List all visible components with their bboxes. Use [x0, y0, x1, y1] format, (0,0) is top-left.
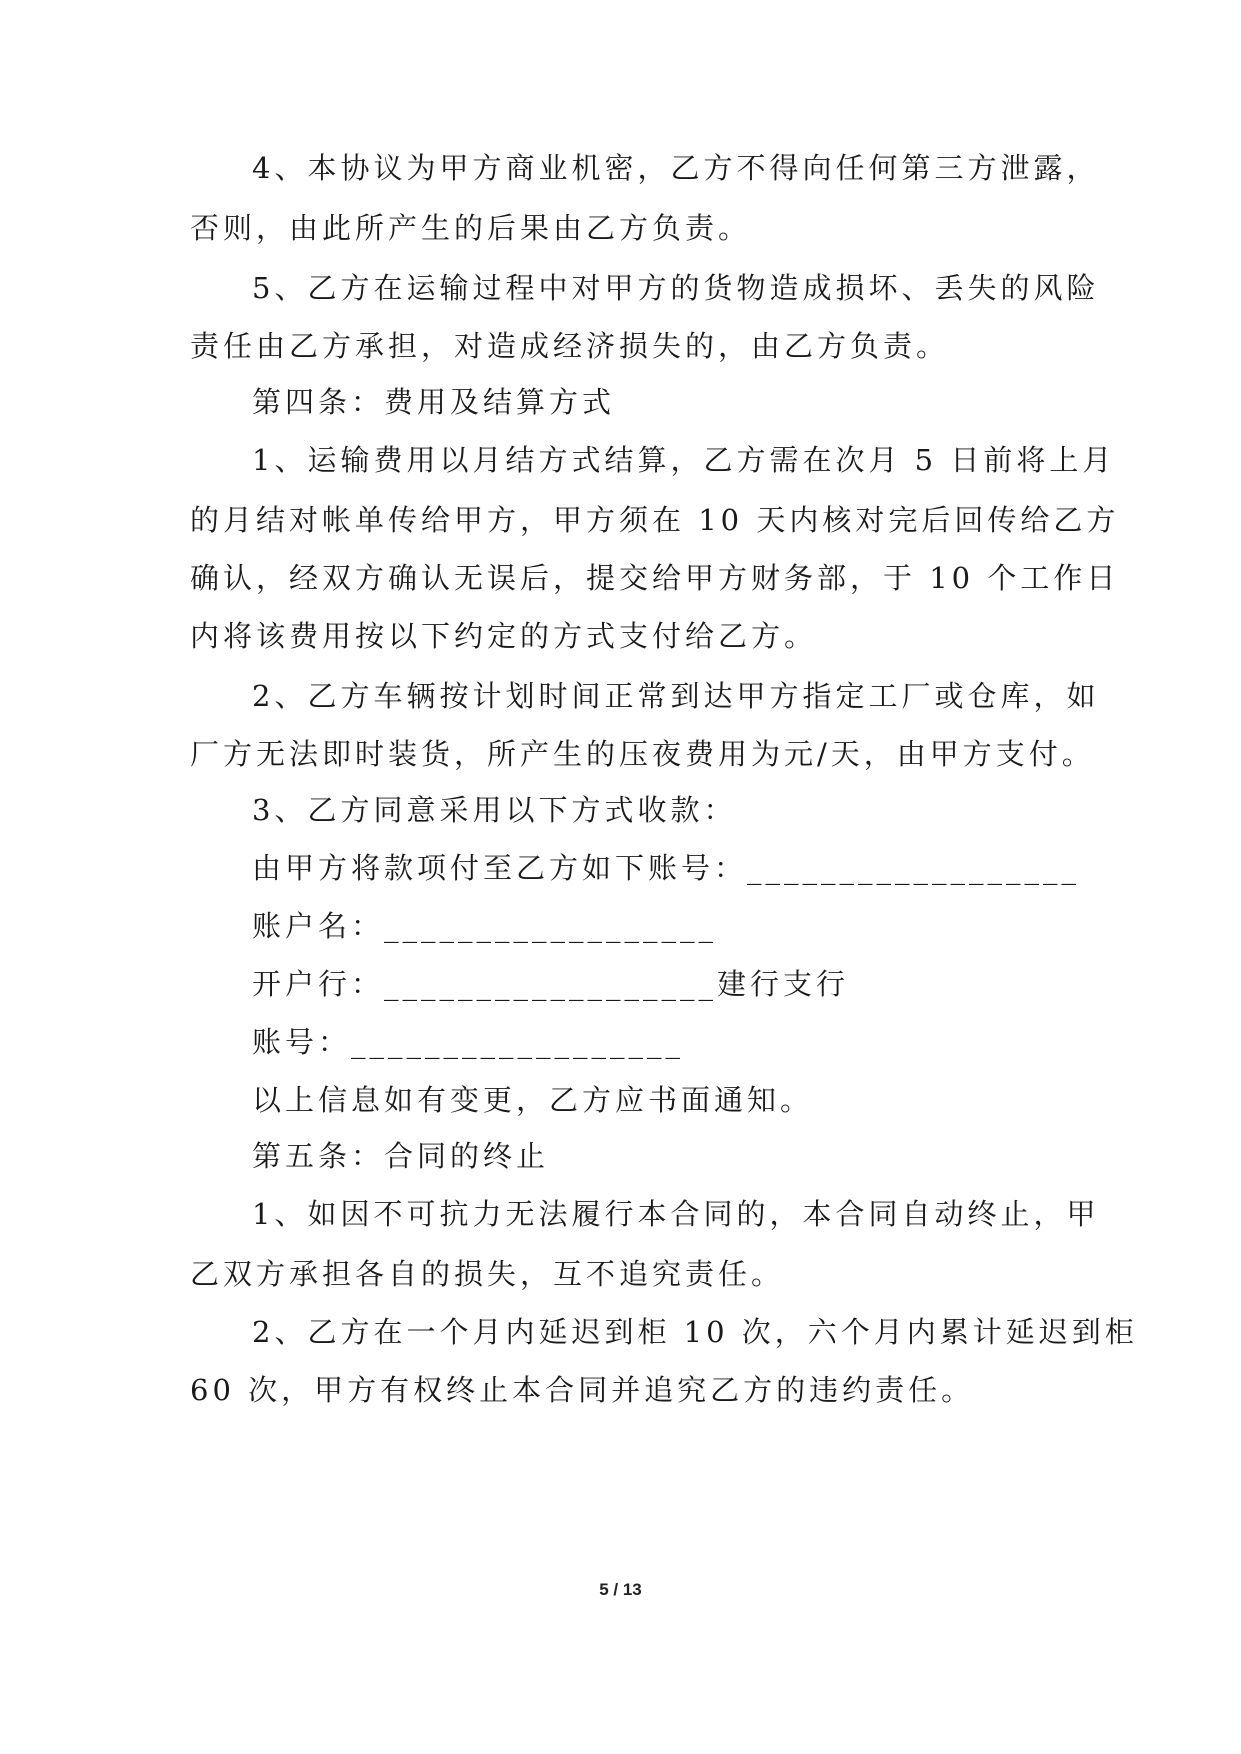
clause-line: 乙双方承担各自的损失，互不追究责任。 — [190, 1257, 785, 1291]
clause-line: 3、乙方同意采用以下方式收款： — [252, 793, 737, 827]
bank-line: 开户行：__________________建行支行 — [252, 967, 850, 1001]
clause-line: 1、如因不可抗力无法履行本合同的，本合同自动终止，甲 — [252, 1197, 1100, 1231]
clause-line: 2、乙方车辆按计划时间正常到达甲方指定工厂或仓库，如 — [252, 679, 1100, 713]
account-line: 由甲方将款项付至乙方如下账号：__________________ — [252, 851, 1081, 885]
account-name-line: 账户名：__________________ — [252, 909, 718, 943]
clause-line: 4、本协议为甲方商业机密，乙方不得向任何第三方泄露， — [252, 151, 1100, 185]
clause-line: 2、乙方在一个月内延迟到柜 10 次，六个月内累计延迟到柜 — [252, 1315, 1138, 1349]
clause-line: 的月结对帐单传给甲方，甲方须在 10 天内核对完后回传给乙方 — [190, 503, 1120, 537]
clause-line: 60 次，甲方有权终止本合同并追究乙方的违约责任。 — [190, 1373, 975, 1407]
clause-line: 1、运输费用以月结方式结算，乙方需在次月 5 日前将上月 — [252, 443, 1116, 477]
section-heading: 第五条：合同的终止 — [252, 1139, 550, 1173]
clause-line: 5、乙方在运输过程中对甲方的货物造成损坏、丢失的风险 — [252, 271, 1100, 305]
clause-line: 责任由乙方承担，对造成经济损失的，由乙方负责。 — [190, 329, 950, 363]
page-number: 5 / 13 — [599, 1580, 642, 1599]
clause-line: 内将该费用按以下约定的方式支付给乙方。 — [190, 619, 818, 653]
account-number-line: 账号：__________________ — [252, 1025, 685, 1059]
clause-line: 以上信息如有变更，乙方应书面通知。 — [252, 1083, 814, 1117]
clause-line: 厂方无法即时装货，所产生的压夜费用为元/天，由甲方支付。 — [190, 737, 1095, 771]
section-heading: 第四条：费用及结算方式 — [252, 385, 616, 419]
clause-line: 否则，由此所产生的后果由乙方负责。 — [190, 211, 752, 245]
clause-line: 确认，经双方确认无误后，提交给甲方财务部，于 10 个工作日 — [190, 561, 1120, 595]
